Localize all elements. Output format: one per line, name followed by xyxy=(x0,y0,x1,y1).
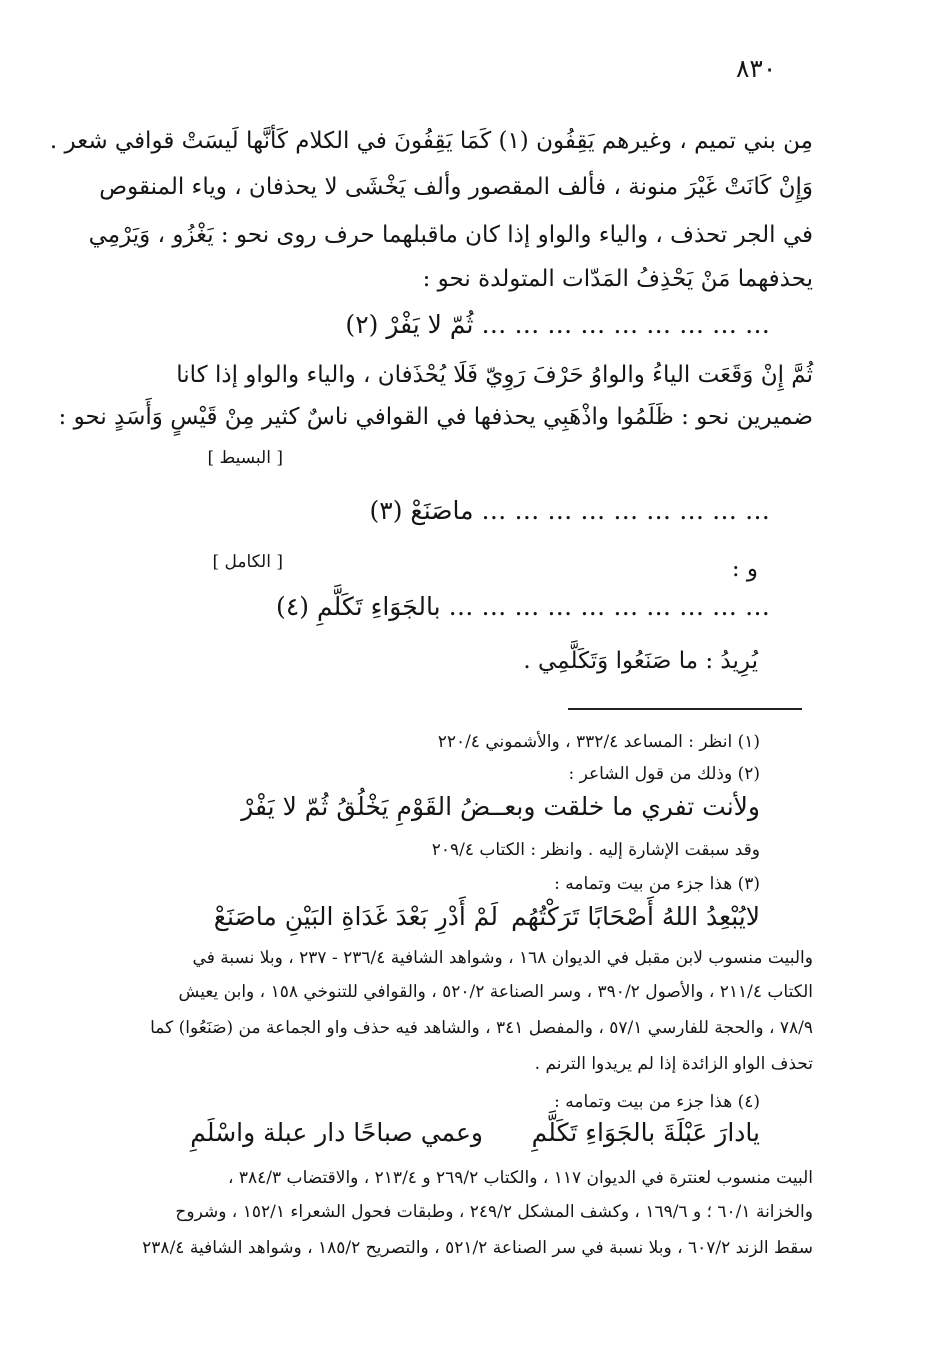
footnote-4-verse-right: يادارَ عَبْلَةَ بالجَوَاءِ تَكَلَّمِ xyxy=(531,1118,760,1147)
main-line-yurid: يُرِيدُ : ما صَنَعُوا وَتَكَلَّمِي . xyxy=(523,648,758,674)
footnote-3-verse-right: لايُبْعِدُ اللهُ أَصْحَابًا تَرَكْتُهُم xyxy=(511,902,760,931)
meter-label-basit: [ البسيط ] xyxy=(207,448,283,468)
footnote-4-verse-left: وعمي صباحًا دار عبلة واسْلَمِ xyxy=(190,1118,483,1147)
footnote-4-line-2: والخزانة ٦٠/١ ؛ و ١٦٩/٦ ، وكشف المشكل ٢٤٩/٢ ، وطبقات فحول الشعراء ١٥٢/١ ، وشروح xyxy=(175,1202,813,1222)
footnote-3-line-4: تحذف الواو الزائدة إذا لم يريدوا الترنم . xyxy=(534,1054,813,1074)
main-line-6: ضميرين نحو : ظَلَمُوا واذْهَبِي يحذفها في القوافي ناسٌ كثير مِنْ قَيْسٍ وَأَسَدٍ نحو : xyxy=(58,404,813,430)
footnote-3-line-3: ٧٨/٩ ، والحجة للفارسي ٥٧/١ ، والمفصل ٣٤١ ، والشاهد فيه حذف واو الجماعة من (صَنَعُوا) كما xyxy=(150,1018,813,1038)
verse-fragment-1: … … … … … … … … … ثُمّ لا يَفْرْ (٢) xyxy=(345,310,770,339)
conjunction-waw: و : xyxy=(731,556,758,582)
footnote-4-line-1: البيت منسوب لعنترة في الديوان ١١٧ ، والكتاب ٢٦٩/٢ و ٢١٣/٤ ، والاقتضاب ٣٨٤/٣ ، xyxy=(228,1168,813,1188)
main-line-3: في الجر تحذف ، والياء والواو إذا كان ماقبلهما حرف روى نحو : يَغْزُو ، وَيَرْمِي xyxy=(88,222,813,248)
page-number: ٨٣٠ xyxy=(736,54,777,83)
footnote-3-intro: (٣) هذا جزء من بيت وتمامه : xyxy=(554,874,760,894)
main-line-5: ثُمَّ إِنْ وَقَعَت الياءُ والواوُ حَرْفَ رَوِيّ فَلَا يُحْذَفان ، والياء والواو إذا كانا xyxy=(176,362,813,388)
verse-fragment-2: … … … … … … … … … ماصَنَعْ (٣) xyxy=(369,496,770,525)
footnote-3-verse-left: لَمْ أَدْرِ بَعْدَ غَدَاةِ البَيْنِ ماصَنَعْ xyxy=(213,902,498,931)
footnote-separator xyxy=(568,708,802,710)
footnote-2-after: وقد سبقت الإشارة إليه . وانظر : الكتاب ٢٠٩/٤ xyxy=(431,840,760,860)
footnote-4-intro: (٤) هذا جزء من بيت وتمامه : xyxy=(554,1092,760,1112)
footnote-4-line-3: سقط الزند ٦٠٧/٢ ، وبلا نسبة في سر الصناعة ٥٢١/٢ ، والتصريح ١٨٥/٢ ، وشواهد الشافية ٢٣٨/٤ xyxy=(142,1238,813,1258)
footnote-3-line-2: الكتاب ٢١١/٤ ، والأصول ٣٩٠/٢ ، وسر الصناعة ٥٢٠/٢ ، والقوافي للتنوخي ١٥٨ ، وابن يعيش xyxy=(178,982,813,1002)
footnote-1: (١) انظر : المساعد ٣٣٢/٤ ، والأشموني ٢٢٠/٤ xyxy=(437,732,760,752)
main-line-1: مِن بني تميم ، وغيرهم يَقِفُون (١) كَمَا يَقِفُونَ في الكلام كَأنَّها لَيسَتْ قوافي شعر . xyxy=(49,128,813,154)
meter-label-kamil: [ الكامل ] xyxy=(212,552,283,572)
main-line-2: وَإِنْ كَانَتْ غَيْرَ منونة ، فألف المقصور وألف يَخْشَى لا يحذفان ، وياء المنقوص xyxy=(99,174,813,200)
footnote-2-verse-right: ولأنت تفري ما خلقت وبعـ xyxy=(497,792,760,821)
footnote-2-intro: (٢) وذلك من قول الشاعر : xyxy=(568,764,760,784)
footnote-2-verse-left: ـضُ القَوْمِ يَخْلُقُ ثُمّ لا يَفْرْ xyxy=(241,792,498,821)
footnote-3-line-1: والبيت منسوب لابن مقبل في الديوان ١٦٨ ، وشواهد الشافية ٢٣٦/٤ - ٢٣٧ ، وبلا نسبة في xyxy=(192,948,813,968)
verse-fragment-3: … … … … … … … … … … بالجَوَاءِ تَكَلَّمِ (٤) xyxy=(276,592,770,621)
main-line-4: يحذفهما مَنْ يَحْذِفُ المَدّات المتولدة نحو : xyxy=(422,266,813,292)
